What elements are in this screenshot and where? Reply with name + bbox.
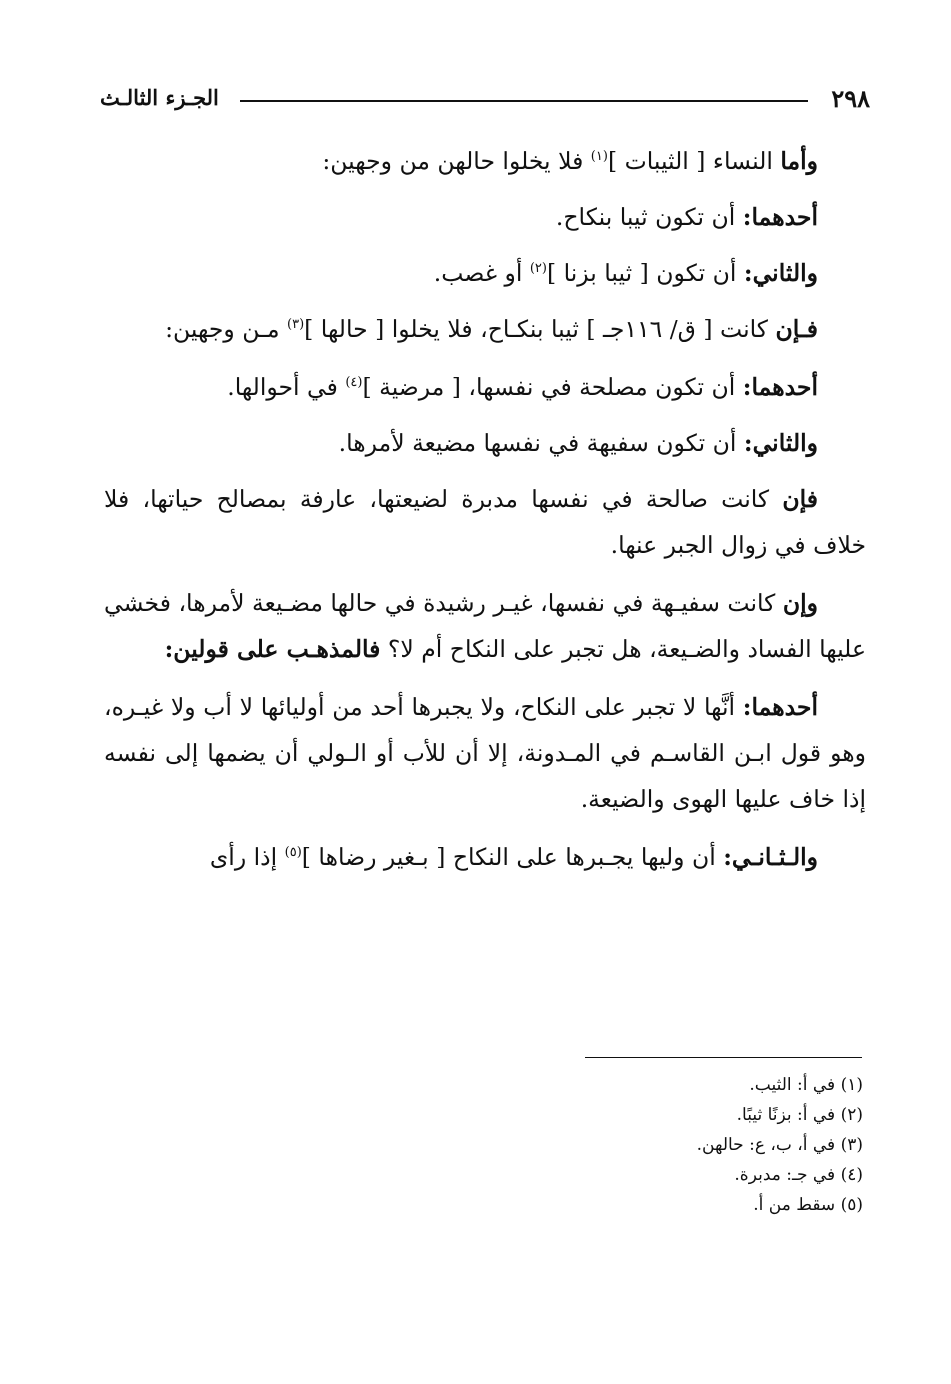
paragraph-lead: والثاني:: [743, 429, 818, 457]
paragraph: [104, 580, 866, 672]
paragraph-tail: إذا رأى: [209, 843, 285, 871]
footnote-ref: (٢): [529, 261, 547, 277]
paragraph-text: كانت [ ق/ ١١٦جـ ] ثيبا بنكـاح، فلا يخلوا [ حالها ]: [304, 315, 776, 343]
footnote-item: (٥) سقط من أ.: [753, 1195, 863, 1215]
footnote-ref: (١): [590, 149, 608, 165]
footnote-separator: [585, 1057, 862, 1058]
footnote-item: (١) في أ: الثيب.: [749, 1075, 863, 1095]
paragraph-text: كانت صالحة في نفسها مدبرة لضيعتها، عارفة بمصالح حياتها، فلا خلاف في زوال الجبر عنها.: [104, 485, 866, 559]
footnote-item: (٣) في أ، ب، ع: حالهن.: [696, 1135, 863, 1155]
paragraph-text: أن تكون [ ثيبا بزنا ]: [546, 259, 744, 287]
page-number: ٢٩٨: [831, 84, 870, 113]
paragraph-text: أنَّها لا تجبر على النكاح، ولا يجبرها أحد من أوليائها لا أب ولا غيـره، وهو قول ابـن القاسـم في المـدونة، إلا أن للأب أو الـولي أن يضمها إلى نفسه إذا خاف عليها الهوى والضيعة.: [104, 693, 866, 813]
paragraph: [104, 476, 866, 568]
running-title: الجـزء الثالـث: [100, 85, 219, 110]
paragraph-text: أن تكون مصلحة في نفسها، [ مرضية ]: [362, 373, 743, 401]
footnote-ref: (٥): [284, 845, 302, 861]
paragraph: [104, 420, 866, 466]
paragraph: [104, 306, 866, 352]
paragraph-lead: وأما: [780, 147, 818, 175]
paragraph-tail: مـن وجهين:: [165, 315, 288, 343]
main-text: [104, 138, 866, 892]
paragraph: [104, 250, 866, 296]
paragraph: [104, 194, 866, 240]
paragraph-text: أن وليها يجـبرها على النكاح [ بـغير رضاها ]: [301, 843, 724, 871]
footnote-ref: (٣): [287, 317, 305, 333]
paragraph-lead: وإن: [782, 589, 818, 617]
paragraph-lead: أحدهما:: [742, 203, 818, 231]
paragraph-lead: فإن: [782, 485, 818, 513]
paragraph-lead: أحدهما:: [742, 693, 818, 721]
paragraph-text: أن تكون ثيبا بنكاح.: [555, 203, 743, 231]
footnotes: [463, 1070, 863, 1220]
paragraph-lead: والـثـانـي:: [723, 843, 818, 871]
footnote-item: (٢) في أ: بزنًا ثيبًا.: [736, 1105, 863, 1125]
paragraph: [104, 834, 866, 880]
page-header: [100, 84, 870, 120]
paragraph-tail: أو غصب.: [433, 259, 530, 287]
paragraph: [104, 684, 866, 822]
paragraph-text: النساء [ الثيبات ]: [607, 147, 781, 175]
paragraph: [104, 364, 866, 410]
paragraph-lead: والثاني:: [743, 259, 818, 287]
paragraph-tail: في أحوالها.: [227, 373, 346, 401]
paragraph-lead: أحدهما:: [742, 373, 818, 401]
footnote-ref: (٤): [345, 375, 363, 391]
paragraph-text: أن تكون سفيهة في نفسها مضيعة لأمرها.: [338, 429, 744, 457]
paragraph-bold-tail: فالمذهـب على قولين:: [164, 635, 381, 663]
paragraph: [104, 138, 866, 184]
paragraph-lead: فـإن: [775, 315, 818, 343]
paragraph-text: كانت سفيـهة في نفسها، غيـر رشيدة في حالها مضـيعة لأمرها، فخشي عليها الفساد والضـيعة، هل تجبر على النكاح أم لا؟: [104, 589, 866, 663]
paragraph-tail: فلا يخلوا حالهن من وجهين:: [322, 147, 591, 175]
header-rule: [240, 100, 808, 102]
footnote-item: (٤) في جـ: مدبرة.: [734, 1165, 863, 1185]
